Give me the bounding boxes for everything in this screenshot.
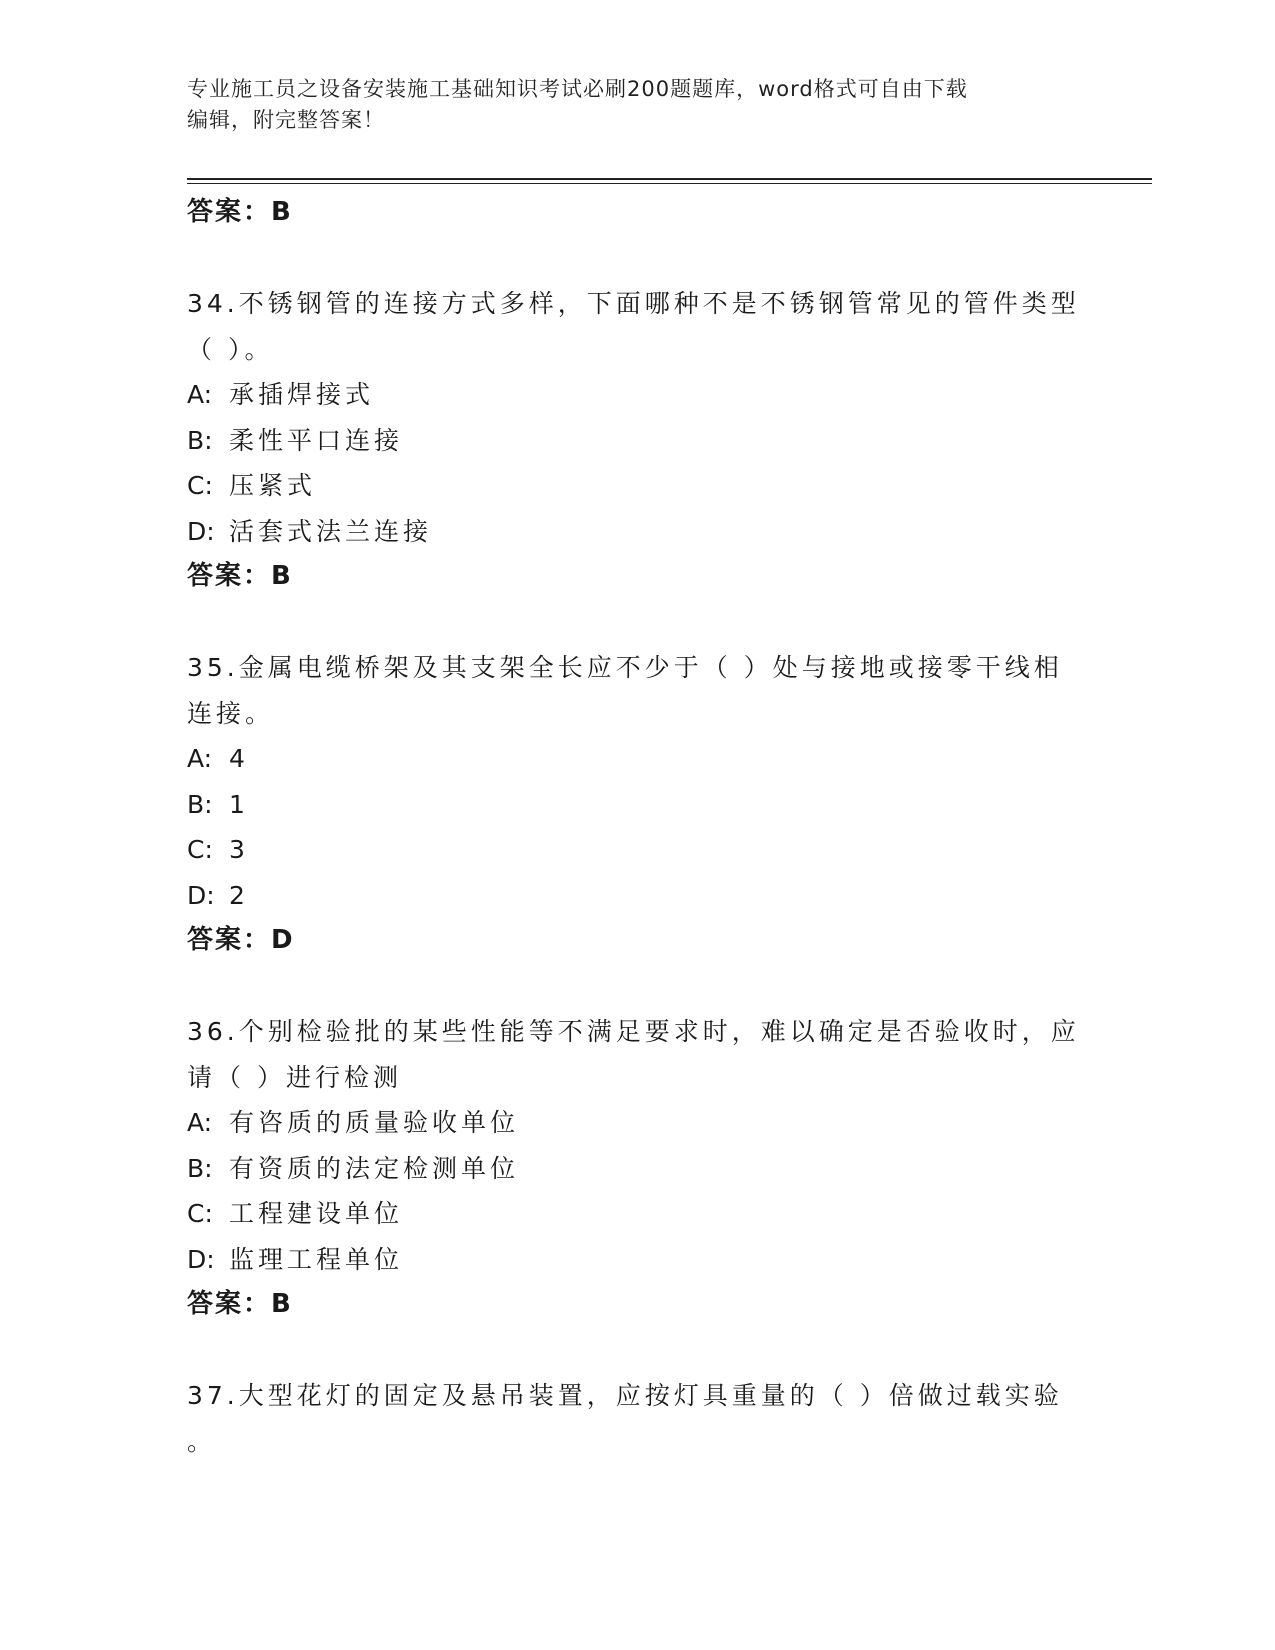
option-text: 工程建设单位 [229, 1199, 404, 1228]
question-36 [187, 1009, 1087, 1328]
option-letter: B: [187, 1153, 213, 1183]
question-35 [187, 645, 1087, 964]
question-text-line-2: 。 [187, 1426, 217, 1456]
option-text: 有咨质的质量验收单位 [229, 1108, 520, 1137]
option-text: 柔性平口连接 [229, 425, 404, 455]
answer-prev: 答案：B [187, 197, 293, 227]
answer-35: 答案：D [187, 925, 295, 955]
page-header [187, 74, 1067, 136]
option-letter: A: [187, 1108, 213, 1137]
option-text: 3 [229, 835, 249, 864]
header-line-1: 专业施工员之设备安装施工基础知识考试必刷200题题库，word格式可自由下载 [187, 77, 968, 101]
question-text-line-1: 34.不锈钢管的连接方式多样，下面哪种不是不锈钢管常见的管件类型 [187, 289, 1080, 318]
question-34 [187, 281, 1087, 600]
question-text-line-2: 请（ ）进行检测 [187, 1062, 402, 1092]
option-text: 2 [229, 880, 249, 910]
question-text-line-2: 连接。 [187, 698, 275, 728]
option-letter: C: [187, 835, 213, 864]
question-37 [187, 1373, 1087, 1464]
option-c [187, 463, 1087, 509]
option-text: 承插焊接式 [229, 380, 375, 409]
option-letter: A: [187, 380, 213, 409]
option-letter: A: [187, 744, 213, 773]
header-divider-thin [187, 183, 1152, 184]
header-line-2: 编辑，附完整答案！ [187, 108, 385, 132]
option-b [187, 1146, 1087, 1192]
option-c [187, 1191, 1087, 1237]
question-text-line-2: （ ）。 [187, 334, 274, 364]
option-letter: C: [187, 471, 213, 500]
option-text: 1 [229, 789, 249, 819]
option-a [187, 372, 1087, 418]
option-d [187, 509, 1087, 555]
option-a [187, 1100, 1087, 1146]
option-d [187, 1237, 1087, 1283]
option-letter: D: [187, 516, 215, 546]
spacer [187, 964, 1087, 1010]
option-b [187, 782, 1087, 828]
question-text-line-1: 35.金属电缆桥架及其支架全长应不少于（ ）处与接地或接零干线相 [187, 653, 1063, 682]
option-text: 有资质的法定检测单位 [229, 1153, 520, 1183]
option-text: 活套式法兰连接 [229, 516, 433, 546]
option-a [187, 736, 1087, 782]
option-letter: B: [187, 789, 213, 819]
header-divider-thick [187, 178, 1152, 180]
option-letter: D: [187, 880, 215, 910]
answer-34: 答案：B [187, 561, 293, 591]
option-letter: B: [187, 425, 213, 455]
spacer [187, 1328, 1087, 1374]
option-b [187, 418, 1087, 464]
question-list [187, 190, 1087, 1464]
question-text-line-1: 37.大型花灯的固定及悬吊装置，应按灯具重量的（ ）倍做过载实验 [187, 1381, 1063, 1410]
spacer [187, 236, 1087, 282]
option-letter: D: [187, 1244, 215, 1274]
option-text: 压紧式 [229, 471, 317, 500]
option-d [187, 873, 1087, 919]
option-letter: C: [187, 1199, 213, 1228]
spacer [187, 600, 1087, 646]
option-c [187, 827, 1087, 873]
answer-36: 答案：B [187, 1289, 293, 1319]
option-text: 监理工程单位 [229, 1244, 404, 1274]
option-text: 4 [229, 744, 249, 773]
question-text-line-1: 36.个别检验批的某些性能等不满足要求时，难以确定是否验收时，应 [187, 1017, 1080, 1046]
